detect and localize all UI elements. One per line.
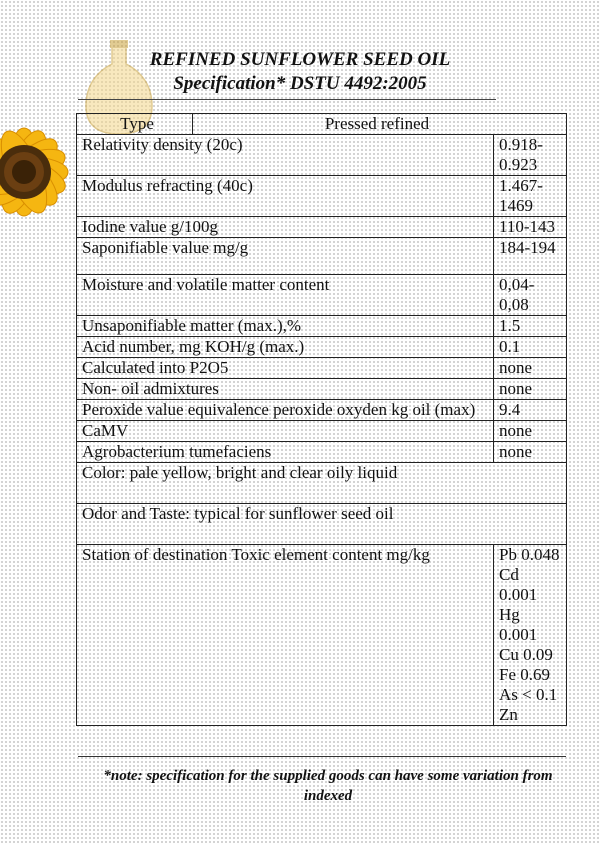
row-value: 1.5 — [494, 316, 567, 337]
table-row — [77, 316, 567, 337]
table-row — [77, 400, 567, 421]
table-row — [77, 238, 567, 275]
row-label: Peroxide value equivalence peroxide oxyden kg oil (max) — [77, 400, 494, 421]
odor-row — [77, 504, 567, 545]
toxic-value-cu: Cu 0.09 — [499, 645, 553, 664]
color-text: Color: pale yellow, bright and clear oily liquid — [77, 463, 567, 504]
table-header-row — [77, 114, 567, 135]
color-row — [77, 463, 567, 504]
table-row — [77, 176, 567, 217]
row-value: 0.918-0.923 — [494, 135, 567, 176]
row-value: 110-143 — [494, 217, 567, 238]
row-label: CaMV — [77, 421, 494, 442]
title-divider — [78, 99, 496, 100]
row-label: Non- oil admixtures — [77, 379, 494, 400]
title-line-2: Specification* DSTU 4492:2005 — [173, 73, 427, 94]
table-row — [77, 217, 567, 238]
odor-text: Odor and Taste: typical for sunflower seed oil — [77, 504, 567, 545]
row-value: 0,04-0,08 — [494, 275, 567, 316]
table-row — [77, 337, 567, 358]
row-label: Modulus refracting (40c) — [77, 176, 494, 217]
pressed-refined-header: Pressed refined — [324, 114, 430, 133]
row-label: Calculated into P2O5 — [77, 358, 494, 379]
row-label: Unsaponifiable matter (max.),% — [77, 316, 494, 337]
row-value: none — [494, 421, 567, 442]
table-row — [77, 135, 567, 176]
row-value: none — [494, 358, 567, 379]
row-label: Moisture and volatile matter content — [77, 275, 494, 316]
row-value: 1.467-1469 — [494, 176, 567, 217]
toxic-value-as: As < 0.1 — [499, 685, 558, 704]
row-value: 0.1 — [494, 337, 567, 358]
page-title — [0, 48, 600, 96]
toxic-value-fe: Fe 0.69 — [499, 665, 550, 684]
toxic-row — [77, 545, 567, 726]
row-value: 184-194 — [494, 238, 567, 275]
toxic-value-pb: Pb 0.048 — [499, 545, 560, 564]
toxic-values — [494, 545, 567, 726]
table-row — [77, 275, 567, 316]
toxic-label: Station of destination Toxic element content mg/kg — [77, 545, 494, 726]
footnote: *note: specification for the supplied goods can have some variation from indexed — [103, 768, 553, 804]
table-row — [77, 421, 567, 442]
table-row — [77, 379, 567, 400]
toxic-value-zn: Zn — [499, 705, 518, 724]
row-label: Acid number, mg KOH/g (max.) — [77, 337, 494, 358]
row-label: Agrobacterium tumefaciens — [77, 442, 494, 463]
spec-table — [76, 113, 567, 726]
row-label: Iodine value g/100g — [77, 217, 494, 238]
toxic-value-hg: Hg 0.001 — [499, 605, 538, 644]
type-header: Type — [82, 114, 193, 134]
row-value: none — [494, 379, 567, 400]
table-row — [77, 358, 567, 379]
row-label: Relativity density (20c) — [77, 135, 494, 176]
title-line-1: REFINED SUNFLOWER SEED OIL — [149, 49, 451, 70]
footer-divider — [78, 756, 566, 757]
row-value: 9.4 — [494, 400, 567, 421]
toxic-value-cd: Cd 0.001 — [499, 565, 538, 604]
table-row — [77, 442, 567, 463]
row-label: Saponifiable value mg/g — [77, 238, 494, 275]
row-value: none — [494, 442, 567, 463]
